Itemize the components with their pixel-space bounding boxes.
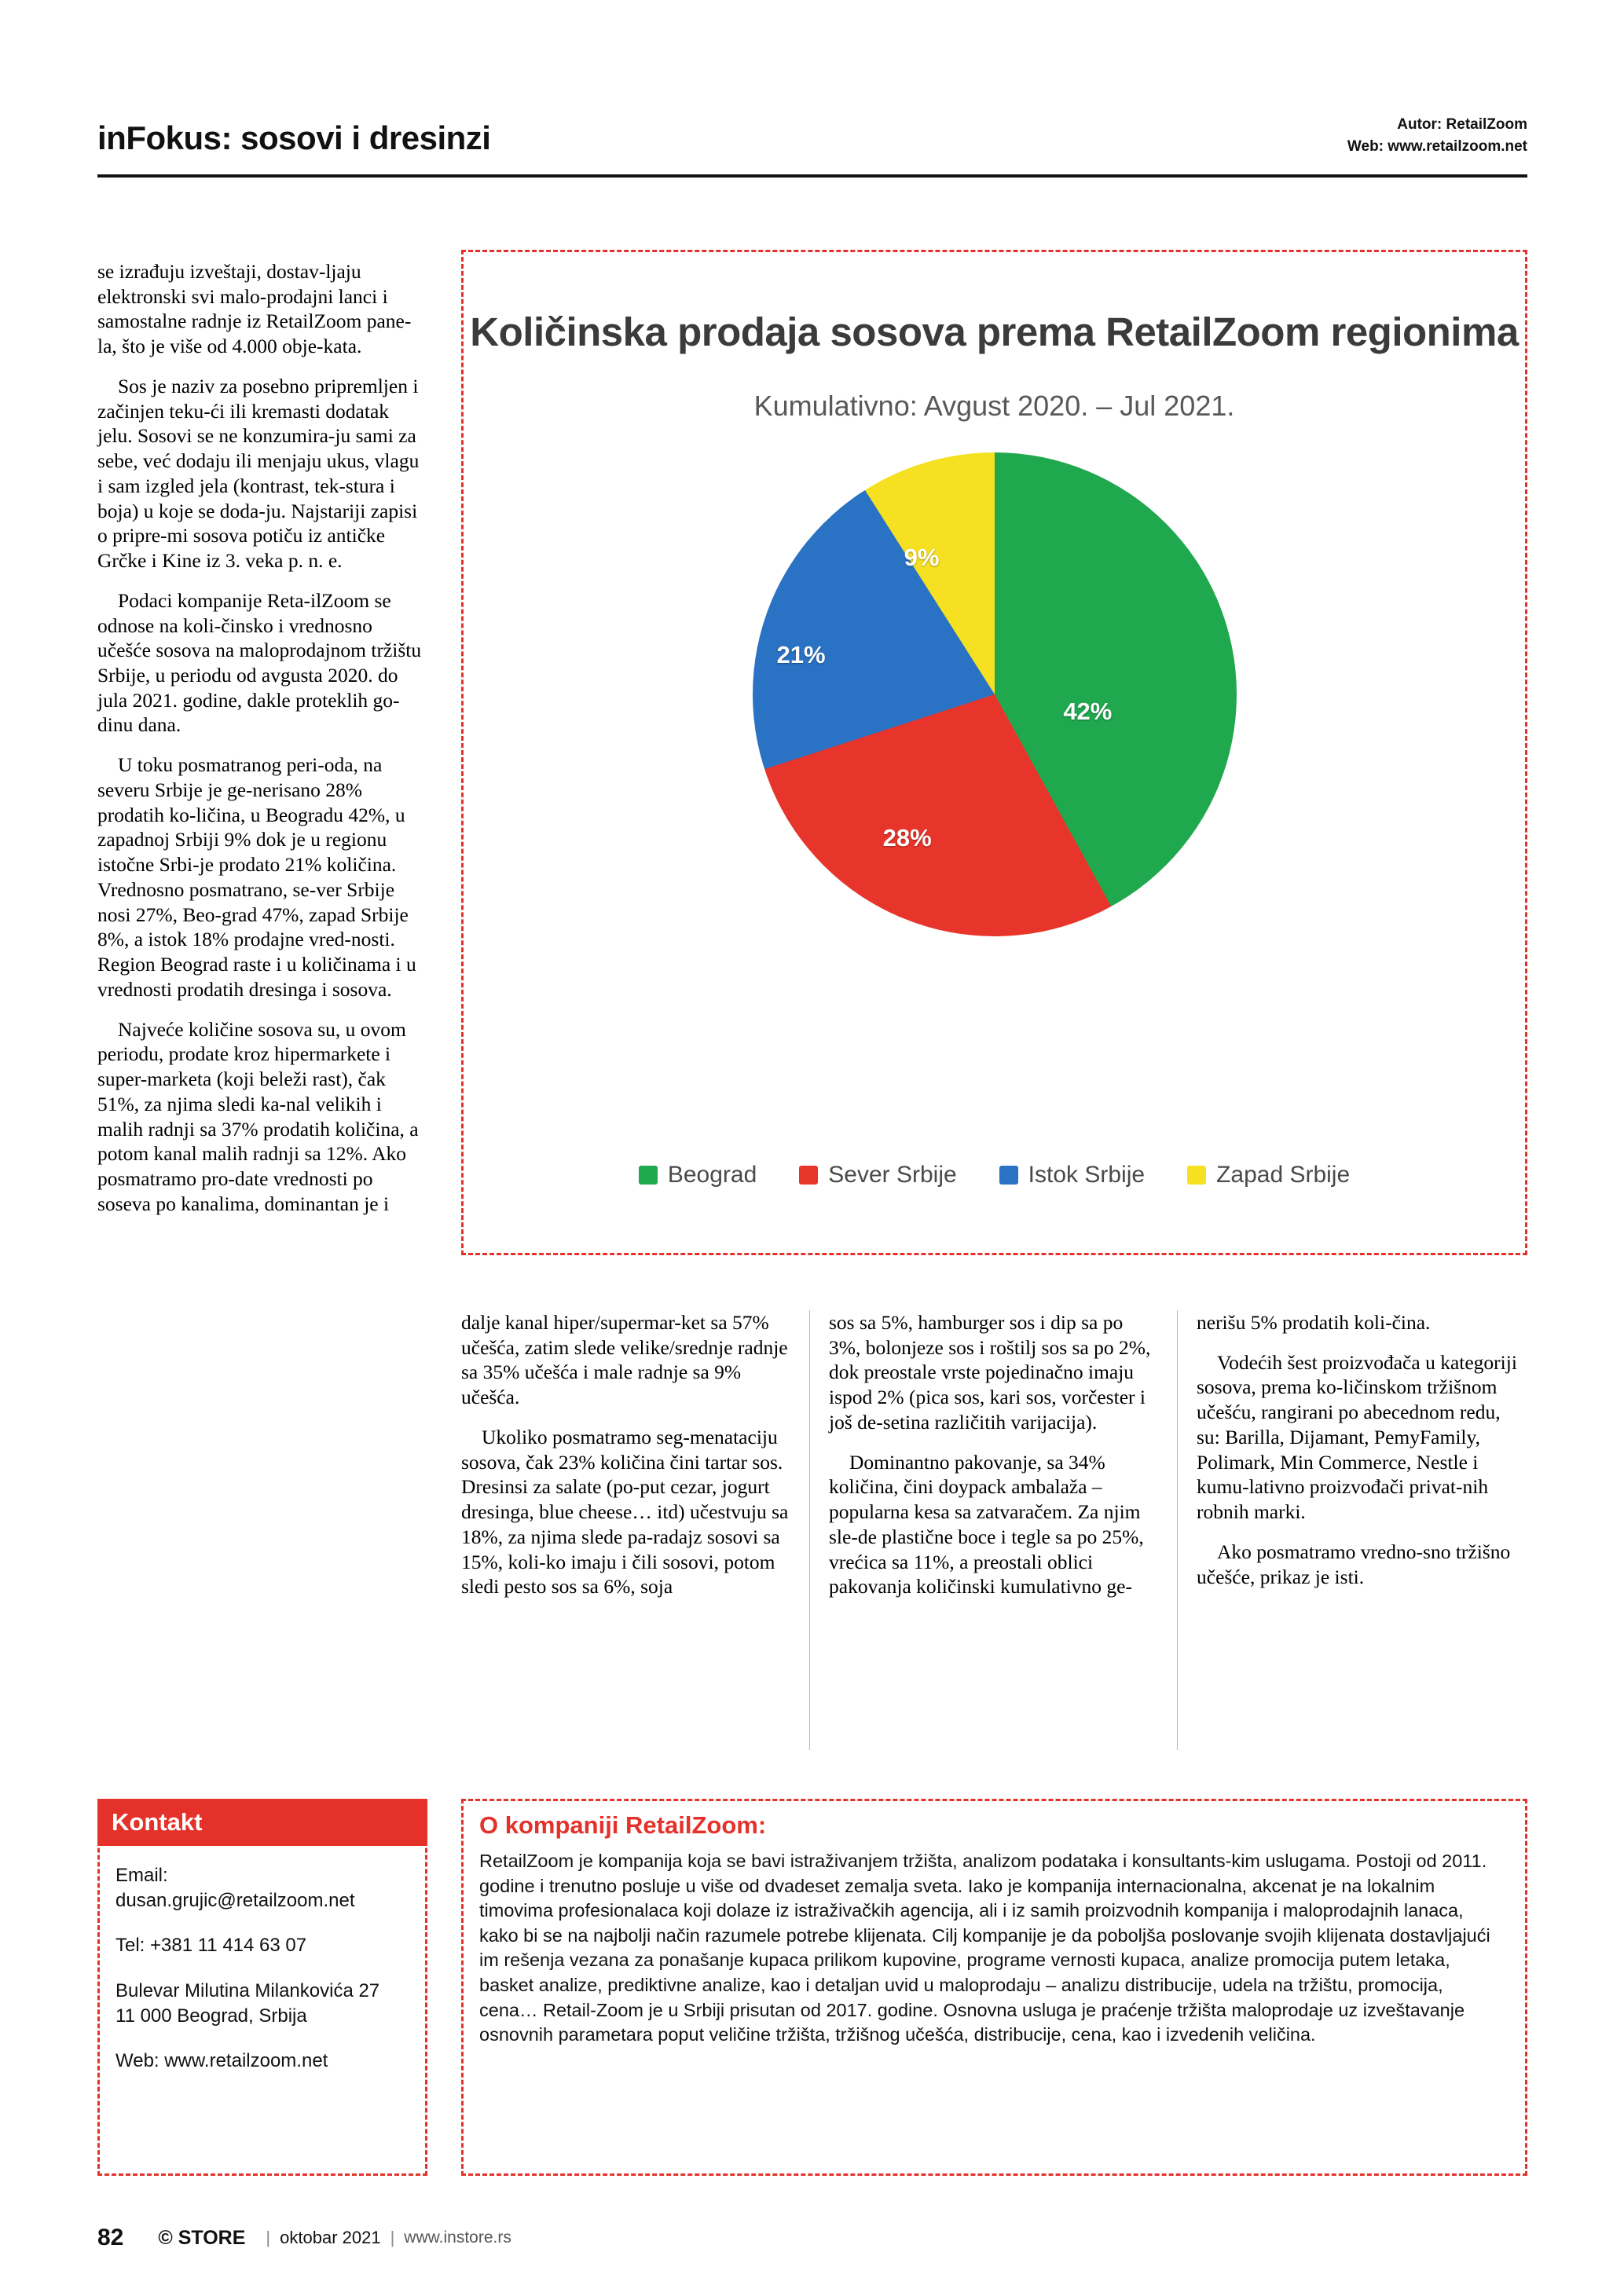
masthead-credits: [1347, 114, 1527, 157]
chart-legend: [464, 1162, 1525, 1188]
paragraph: sos sa 5%, hamburger sos i dip sa po 3%, bolonjeze sos i roštilj sos sa po 2%, dok preostale vrste pojedinačno imaju ispod 2% (pica sos, kari sos, vorčester i još de-setina različitih varijacija).: [829, 1311, 1151, 1434]
paragraph: dalje kanal hiper/supermar-ket sa 57% učešća, zatim slede velike/srednje radnje sa 35% učešća i male radnje sa 9% učešća.: [461, 1311, 788, 1409]
paragraph: Ako posmatramo vredno-sno tržišno učešće, prikaz je isti.: [1197, 1540, 1511, 1588]
legend-label: Beograd: [667, 1162, 757, 1188]
paragraph: Sos je naziv za posebno pripremljen i začinjen teku-ći ili kremasti dodatak jelu. Sosovi se ne konzumira-ju sami za sebe, već dodaju ili menjaju ukus, vlagu i sam izgled jela (kontrast, tek-stura i boja) u koje se doda-ju. Najstariji zapisi o pripre-mi sosova potiču iz antičke Grčke i Kine iz 3. veka p. n. e.: [97, 374, 420, 573]
chart-title: Količinska prodaja sosova prema RetailZoom regionima: [470, 309, 1519, 354]
legend-label: Sever Srbije: [828, 1162, 957, 1188]
contact-web[interactable]: Web: www.retailzoom.net: [115, 2050, 328, 2072]
chart-subtitle: Kumulativno: Avgust 2020. – Jul 2021.: [753, 390, 1235, 423]
article-column-2: [829, 1310, 1159, 1614]
paragraph: se izrađuju izveštaji, dostav-ljaju elektronski svi malo-prodajni lanci i samostalne radnje iz RetailZoom pane-la, što je više od 4.000 obje-kata.: [97, 260, 412, 358]
footer: [97, 2225, 1527, 2251]
contact-body: [100, 1846, 425, 2074]
contact-email-label: Email:: [115, 1865, 168, 1886]
pie-graphic: [753, 452, 1237, 936]
pie-chart-panel: [461, 250, 1527, 1255]
paragraph: Dominantno pakovanje, sa 34% količina, čini doypack ambalaža – popularna kesa sa zatvaračem. Za njim sle-de plastične boce i tegle sa po 25%, vrećica sa 11%, a preostali oblici pakovanja količinski kumulativno ge-: [829, 1450, 1144, 1598]
legend-item-zapad-srbije: [1187, 1162, 1350, 1188]
author-line: Autor: RetailZoom: [1397, 116, 1527, 133]
pie-slice-label-beograd: 42%: [1063, 697, 1113, 725]
article-column-3: [1197, 1310, 1527, 1614]
legend-item-beograd: [639, 1162, 757, 1188]
page-title: inFokus: sosovi i dresinzi: [97, 119, 491, 157]
issue-date: oktobar 2021: [280, 2228, 381, 2247]
contact-address-line2: 11 000 Beograd, Srbija: [115, 2005, 307, 2027]
contact-phone: Tel: +381 11 414 63 07: [115, 1935, 307, 1957]
contact-address-line1: Bulevar Milutina Milankovića 27: [115, 1980, 380, 2002]
paragraph: Podaci kompanije Reta-ilZoom se odnose na koli-činsko i vrednosno učešće sosova na maloprodajnom tržištu Srbije, u periodu od avgusta 2020. do jula 2021. godine, dakle proteklih go-dinu dana.: [97, 588, 422, 737]
pie-slice-label-zapad-srbije: 9%: [904, 544, 940, 572]
legend-swatch-icon: [999, 1166, 1018, 1185]
footer-divider: |: [390, 2228, 395, 2247]
publication-url: www.instore.rs: [404, 2228, 511, 2247]
contact-heading: Kontakt: [97, 1799, 427, 1846]
paragraph: U toku posmatranog peri-oda, na severu Srbije je ge-nerisano 28% prodatih ko-ličina, u Beogradu 42%, u zapadnoj Srbiji 9% dok je u regionu istočne Srbi-je prodato 21% količina. Vrednosno posmatrano, se-ver Srbije nosi 27%, Beo-grad 47%, zapad Srbije 8%, a istok 18% prodajne vred-nosti. Region Beograd raste i u količinama i u vrednosti prodatih dresinga i sosova.: [97, 753, 416, 1001]
masthead: [97, 114, 1527, 157]
page-number: 82: [97, 2225, 124, 2250]
legend-swatch-icon: [799, 1166, 818, 1185]
paragraph: Ukoliko posmatramo seg-menataciju sosova, čak 23% količina čini tartar sos. Dresinsi za salate (po-put cezar, jogurt dresinga, blue cheese… itd) učestvuju sa 18%, za njima slede pa-radajz sosovi sa 15%, koli-ko imaju i čili sosovi, potom sledi pesto sos sa 6%, soja: [461, 1425, 789, 1598]
about-text: RetailZoom je kompanija koja se bavi istraživanjem tržišta, analizom podataka i konsultants-kim uslugama. Postoji od 2011. godine i trenutno posluje u više od dvadeset zemalja sveta. Iako je kompanija internacionalna, akcenat je na lokalnim timovima profesionalaca koji dolaze iz istraživačkih agencija, ali i iz samih proizvodnih kompanija i maloprodajnih lanaca, kako bi se na najbolji način razumele potrebe klijenata. Cilj kompanije je da poboljša poslovanje svojih klijenata dostavljajući im rešenja vezana za ponašanje kupaca prilikom kupovine, programe vernosti kupaca, analize promocija putem letaka, basket analize, prediktivne analize, kao i detaljan uvid u maloprodaju – analizu distribucije, udela na tržištu, promocija, cena… Retail-Zoom je u Srbiji prisutan od 2017. godine. Osnovna usluga je praćenje tržišta maloprodaje uz izveštavanje osnovnih parametara poput veličine tržišta, tržišnog učešća, distribucije, cena, kao i izvedenih veličina.: [479, 1851, 1490, 2045]
paragraph: nerišu 5% prodatih koli-čina.: [1197, 1311, 1431, 1334]
about-heading: O kompaniji RetailZoom:: [479, 1811, 767, 1839]
legend-swatch-icon: [1187, 1166, 1206, 1185]
contact-address: [115, 1979, 409, 2028]
legend-label: Istok Srbije: [1028, 1162, 1146, 1188]
legend-swatch-icon: [639, 1166, 658, 1185]
article-columns-bottom: [461, 1310, 1527, 1614]
contact-email-value[interactable]: dusan.grujic@retailzoom.net: [115, 1889, 355, 1911]
article-column-left: [97, 259, 427, 1231]
pie-area: [464, 441, 1525, 928]
about-company-box: [461, 1799, 1527, 2176]
publication-logo: © STORE: [158, 2226, 246, 2249]
pie-slice-label-istok-srbije: 21%: [776, 641, 826, 669]
web-line: Web: www.retailzoom.net: [1347, 137, 1527, 155]
paragraph: Vodećih šest proizvođača u kategoriji sosova, prema ko-ličinskom tržišnom učešću, rangirani po abecednom redu, su: Barilla, Dijamant, PemyFamily, Polimark, Min Commerce, Nestle i kumu-lativno proizvođači privat-nih robnih marki.: [1197, 1350, 1517, 1524]
paragraph: Najveće količine sosova su, u ovom periodu, prodate kroz hipermarkete i super-marketa (koji beleži rast), čak 51%, za njima sledi ka-nal velikih i malih radnji sa 37% prodatih količina, a potom kanal malih radnji sa 12%. Ako posmatramo pro-date vrednosti po soseva po kanalima, dominantan je i: [97, 1017, 419, 1215]
footer-divider: |: [266, 2228, 271, 2247]
article-column-1: [461, 1310, 791, 1614]
legend-item-istok-srbije: [999, 1162, 1145, 1188]
contact-box: [97, 1799, 427, 2176]
contact-email-block: [115, 1863, 409, 1913]
header-divider: [97, 174, 1527, 178]
legend-label: Zapad Srbije: [1216, 1162, 1351, 1188]
pie-slice-label-sever-srbije: 28%: [882, 823, 932, 851]
legend-item-sever-srbije: [799, 1162, 956, 1188]
